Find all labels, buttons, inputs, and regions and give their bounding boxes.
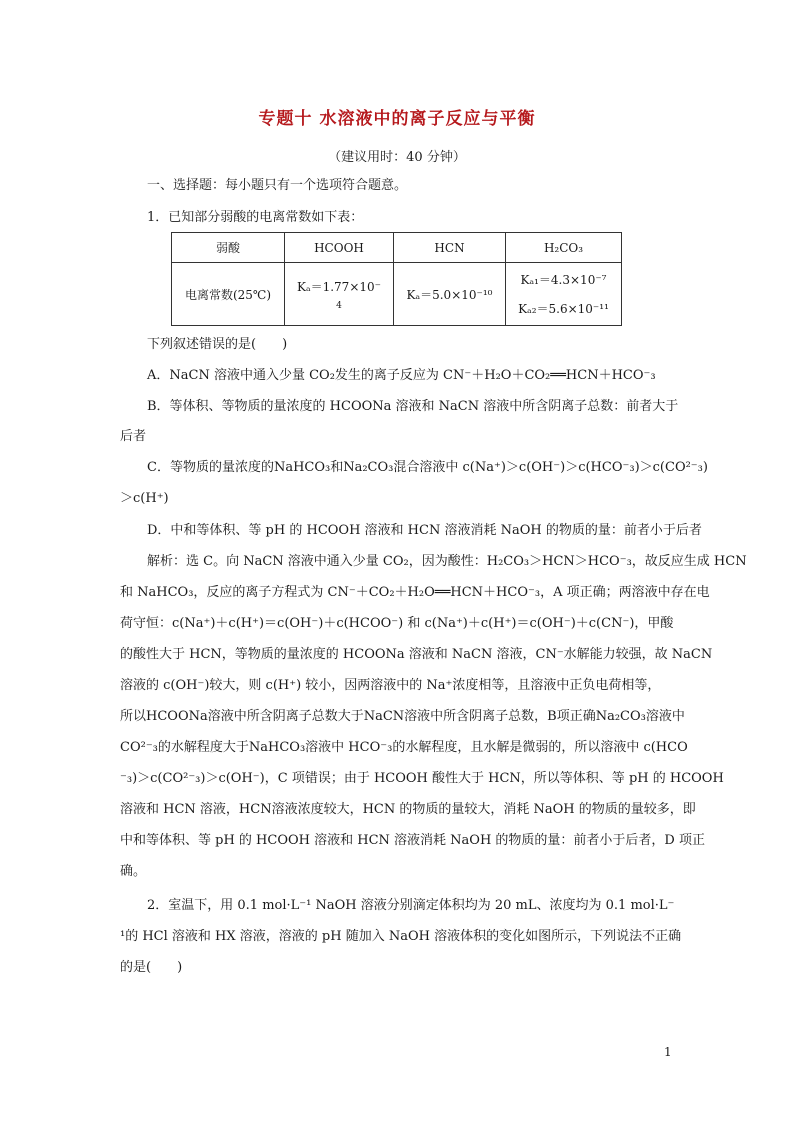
page-subtitle: （建议用时：40 分钟） — [328, 150, 466, 165]
option-b-cont: 后者 — [120, 429, 147, 444]
question-2-line: 2．室温下，用 0.1 mol·L⁻¹ NaOH 溶液分别滴定体积均为 20 mL、浓度均为 0.1 mol·L⁻ — [147, 898, 675, 913]
analysis-line: 溶液的 c(OH⁻)较大，则 c(H⁺) 较小，因两溶液中的 Na⁺浓度相等，且溶液中正负电荷相等， — [120, 678, 661, 693]
h2co3-ka1: Kₐ₁＝4.3×10⁻⁷ — [520, 273, 607, 287]
page-title: 专题十 水溶液中的离子反应与平衡 — [258, 109, 536, 129]
table-cell: Kₐ＝5.0×10⁻¹⁰ — [394, 263, 506, 326]
page-number: 1 — [664, 1045, 672, 1059]
analysis-line: ⁻₃)＞c(CO²⁻₃)＞c(OH⁻)，C 项错误；由于 HCOOH 酸性大于 HCN，所以等体积、等 pH 的 HCOOH — [120, 771, 724, 786]
table-cell — [285, 263, 394, 326]
option-c-cont: ＞c(H⁺) — [120, 491, 169, 506]
table-row-label: 电离常数(25℃) — [172, 263, 285, 326]
analysis-line: 溶液和 HCN 溶液，HCN溶液浓度较大，HCN 的物质的量较大，消耗 NaOH 的物质的量较多，即 — [120, 802, 696, 817]
table-header-cell: H₂CO₃ — [506, 233, 622, 263]
option-d: D．中和等体积、等 pH 的 HCOOH 溶液和 HCN 溶液消耗 NaOH 的物质的量：前者小于后者 — [147, 523, 702, 538]
hcooh-ka-exponent: 4 — [336, 300, 342, 311]
analysis-line: 和 NaHCO₃，反应的离子方程式为 CN⁻＋CO₂＋H₂O══HCN＋HCO⁻₃，A 项正确；两溶液中存在电 — [120, 585, 710, 600]
analysis-line: 荷守恒：c(Na⁺)＋c(H⁺)＝c(OH⁻)＋c(HCOO⁻) 和 c(Na⁺)＋c(H⁺)＝c(OH⁻)＋c(CN⁻)，甲酸 — [120, 616, 674, 631]
h2co3-ka2: Kₐ₂＝5.6×10⁻¹¹ — [518, 302, 609, 316]
hcooh-ka: Kₐ＝1.77×10⁻ — [297, 279, 381, 294]
table-header-cell: HCOOH — [285, 233, 394, 263]
analysis-line: 的酸性大于 HCN，等物质的量浓度的 HCOONa 溶液和 NaCN 溶液，CN⁻水解能力较强，故 NaCN — [120, 647, 713, 662]
question-2-line: ¹的 HCl 溶液和 HX 溶液，溶液的 pH 随加入 NaOH 溶液体积的变化如图所示，下列说法不正确 — [120, 929, 682, 944]
option-c: C．等物质的量浓度的NaHCO₃和Na₂CO₃混合溶液中 c(Na⁺)＞c(OH⁻)＞c(HCO⁻₃)＞c(CO²⁻₃) — [147, 460, 708, 475]
question-1-ask: 下列叙述错误的是( ) — [147, 337, 288, 352]
table-header-cell: HCN — [394, 233, 506, 263]
analysis-line: 确。 — [120, 864, 147, 879]
table-header-cell: 弱酸 — [172, 233, 285, 263]
question-1-stem: 1．已知部分弱酸的电离常数如下表： — [147, 210, 364, 225]
section-heading: 一、选择题：每小题只有一个选项符合题意。 — [147, 178, 408, 193]
table-cell — [506, 263, 622, 326]
analysis-line: 中和等体积、等 pH 的 HCOOH 溶液和 HCN 溶液消耗 NaOH 的物质的量：前者小于后者，D 项正 — [120, 833, 705, 848]
question-2-line: 的是( ) — [120, 960, 183, 975]
analysis-line: 所以HCOONa溶液中所含阴离子总数大于NaCN溶液中所含阴离子总数，B项正确Na₂CO₃溶液中 — [120, 709, 685, 724]
ionization-constants-table — [171, 232, 622, 326]
option-a: A．NaCN 溶液中通入少量 CO₂发生的离子反应为 CN⁻＋H₂O＋CO₂══HCN＋HCO⁻₃ — [147, 368, 656, 383]
analysis-line: 解析：选 C。向 NaCN 溶液中通入少量 CO₂，因为酸性：H₂CO₃＞HCN＞HCO⁻₃，故反应生成 HCN — [147, 554, 747, 569]
option-b: B．等体积、等物质的量浓度的 HCOONa 溶液和 NaCN 溶液中所含阴离子总数：前者大于 — [147, 399, 679, 414]
analysis-line: CO²⁻₃的水解程度大于NaHCO₃溶液中 HCO⁻₃的水解程度，且水解是微弱的，所以溶液中 c(HCO — [120, 740, 688, 755]
